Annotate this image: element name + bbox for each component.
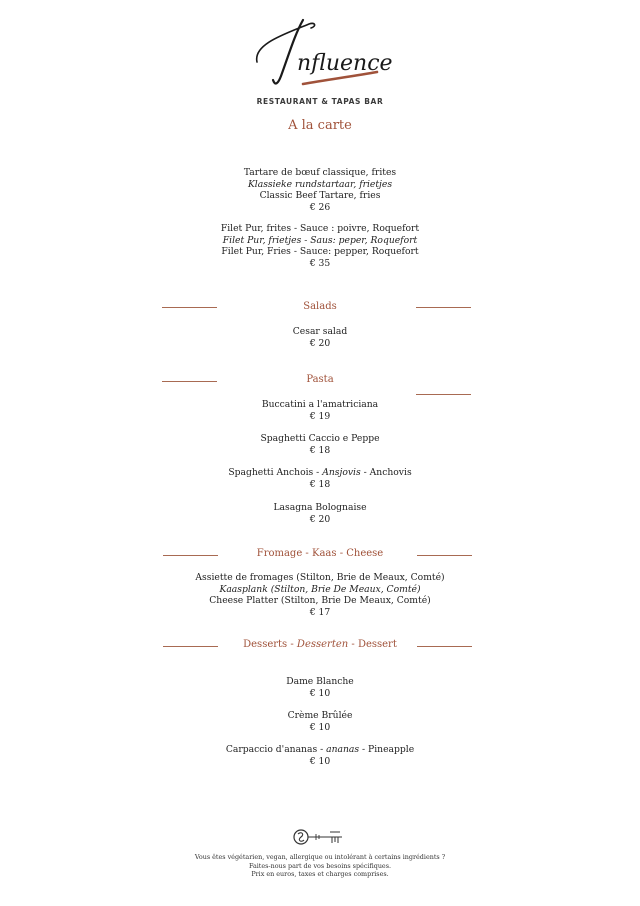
section-title-cheese: Fromage - Kaas - Cheese	[256, 548, 384, 559]
brand-logo	[245, 14, 395, 94]
item-price: € 10	[309, 755, 331, 767]
item-price: € 10	[309, 687, 331, 699]
item-name-fr: Assiette de fromages (Stilton, Brie de Meaux, Comté)	[195, 572, 445, 583]
item-name: Dame Blanche	[286, 676, 354, 687]
menu-item	[0, 710, 640, 733]
item-price: € 10	[309, 721, 331, 733]
menu-item	[0, 167, 640, 213]
item-price: € 20	[309, 513, 331, 525]
influence-logo-icon	[245, 14, 395, 94]
section-title-salads: Salads	[303, 301, 337, 312]
menu-item	[0, 467, 640, 490]
menu-item	[0, 502, 640, 525]
item-name: Carpaccio d'ananas - ananas - Pineapple	[225, 744, 415, 755]
item-name-fr: Filet Pur, frites - Sauce : poivre, Roquefort	[220, 223, 420, 234]
item-name: Lasagna Bolognaise	[273, 502, 367, 513]
item-name: Buccatini a l'amatriciana	[261, 399, 379, 410]
menu-item	[0, 326, 640, 349]
item-price: € 35	[309, 257, 331, 269]
item-name-fr: Tartare de bœuf classique, frites	[243, 167, 397, 178]
item-price: € 20	[309, 337, 331, 349]
menu-item	[0, 676, 640, 699]
brand-subtitle: RESTAURANT & TAPAS BAR	[256, 97, 384, 106]
footer-line: Vous êtes végétarien, vegan, allergique ou intolérant à certains ingrédients ?	[194, 853, 446, 861]
item-name-en: Classic Beef Tartare, fries	[259, 190, 381, 201]
item-name: Spaghetti Anchois - Ansjovis - Anchovis	[228, 467, 412, 478]
item-name-en: Cheese Platter (Stilton, Brie De Meaux, Comté)	[209, 595, 431, 606]
key-icon	[292, 826, 348, 848]
item-name-nl: Kaasplank (Stilton, Brie De Meaux, Comté)	[219, 583, 421, 595]
menu-item	[0, 223, 640, 269]
menu-item	[0, 399, 640, 422]
item-name-nl: Klassieke rundstartaar, frietjes	[247, 178, 393, 190]
menu-item	[0, 744, 640, 767]
menu-title: A la carte	[288, 118, 352, 133]
item-price: € 18	[309, 444, 331, 456]
item-name-en: Filet Pur, Fries - Sauce: pepper, Roquefort	[221, 246, 419, 257]
item-name: Crème Brûlée	[287, 710, 353, 721]
section-title-desserts: Desserts - Desserten - Dessert	[243, 639, 397, 650]
section-title-pasta: Pasta	[306, 374, 334, 385]
footer-line: Faites-nous part de vos besoins spécifiques.	[248, 861, 392, 870]
item-name-nl: Filet Pur, frietjes - Saus: peper, Roquefort	[222, 234, 418, 246]
menu-item	[0, 433, 640, 456]
item-price: € 19	[309, 410, 331, 422]
svg-text:nfluence: nfluence	[297, 51, 393, 76]
footer-notice	[0, 853, 640, 879]
item-price: € 18	[309, 478, 331, 490]
item-price: € 17	[309, 606, 331, 618]
item-name: Cesar salad	[292, 326, 348, 337]
item-name: Spaghetti Caccio e Peppe	[260, 433, 380, 444]
section-divider-right	[416, 394, 471, 395]
footer-line: Prix en euros, taxes et charges comprises.	[251, 870, 389, 879]
menu-item	[0, 572, 640, 618]
item-price: € 26	[309, 201, 331, 213]
